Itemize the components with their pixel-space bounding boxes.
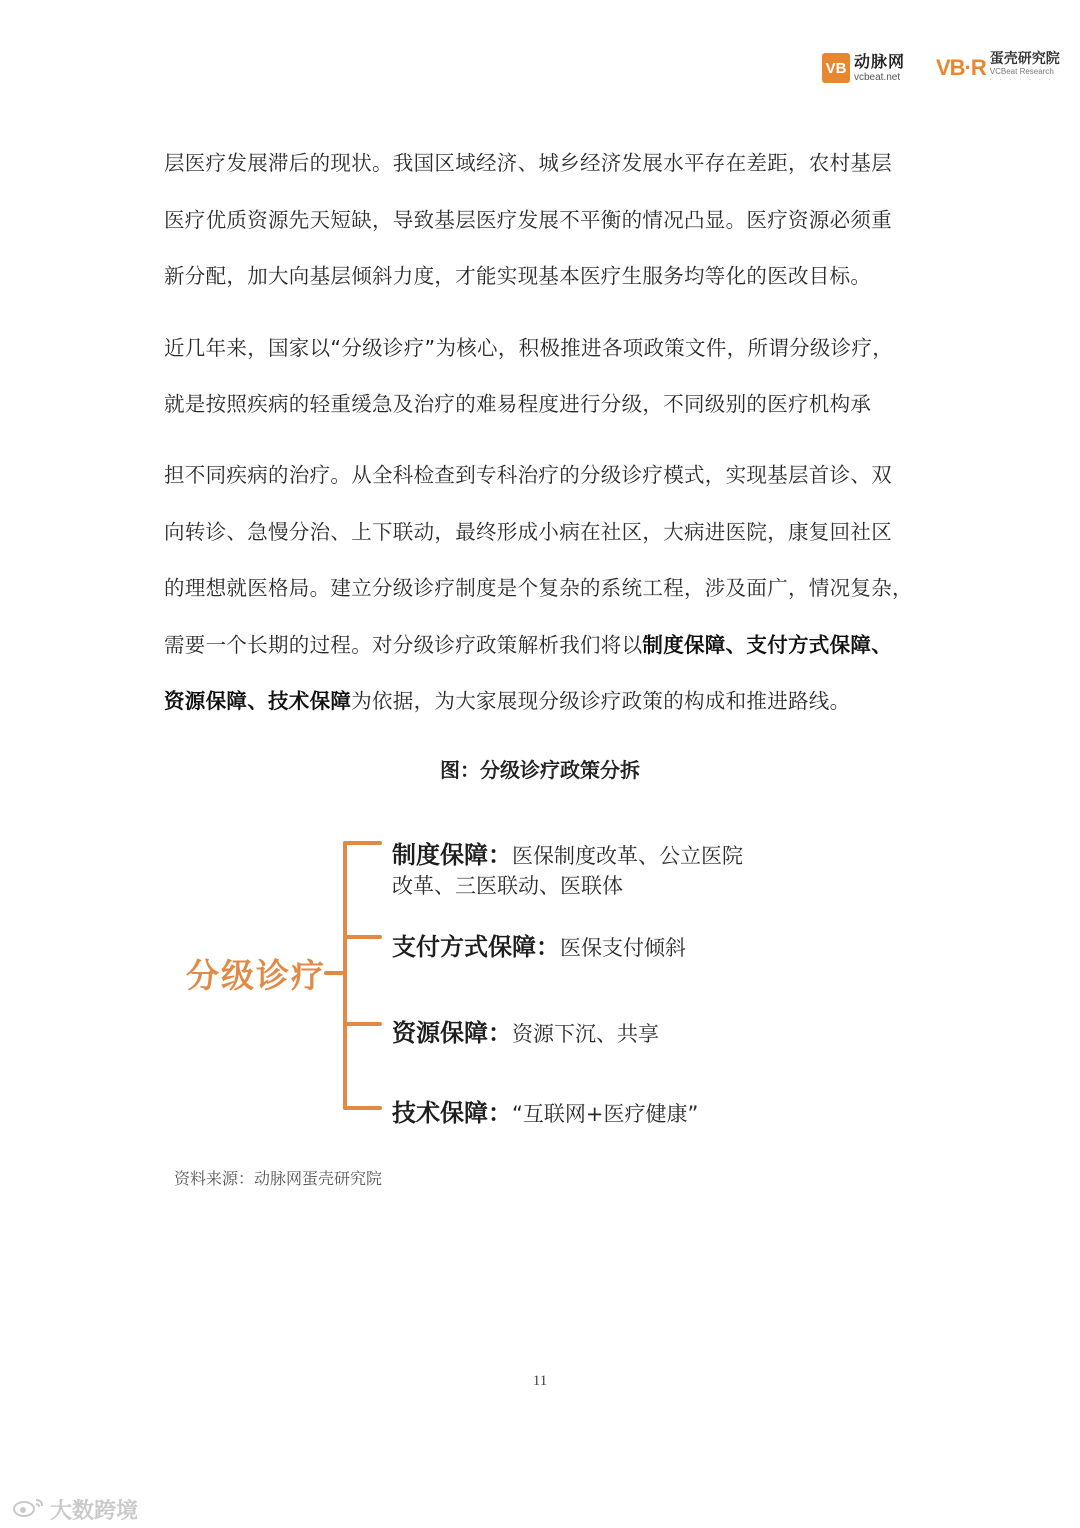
branch-heading: 制度保障：: [392, 841, 512, 869]
vbr-logo-dots: · · · · · · ·: [989, 77, 1054, 84]
vb-logo-name: 动脉网: [854, 51, 906, 71]
vbr-logo-sub: VCBeat Research: [989, 67, 1054, 76]
paragraph-line: 向转诊、急慢分治、上下联动，最终形成小病在社区，大病进医院，康复回社区: [164, 520, 892, 544]
paragraph-text: 需要一个长期的过程。对分级诊疗政策解析我们将以: [164, 633, 643, 657]
diagram-root-label: 分级诊疗: [186, 956, 326, 995]
paragraph-line: 近几年来，国家以“分级诊疗”为核心，积极推进各项政策文件，所谓分级诊疗，: [164, 336, 894, 360]
watermark: [12, 1494, 138, 1525]
paragraph-line: 新分配，加大向基层倾斜力度，才能实现基本医疗生服务均等化的医改目标。: [164, 264, 872, 288]
paragraph-bold-text: 资源保障、技术保障: [164, 689, 352, 713]
vbr-logo-name: 蛋壳研究院: [989, 51, 1060, 67]
vbr-logo-mark: VB·R: [936, 55, 986, 80]
vb-logo-url: vcbeat.net: [854, 71, 901, 83]
paragraph-line: 就是按照疾病的轻重缓急及治疗的难易程度进行分级，不同级别的医疗机构承: [164, 392, 872, 416]
paragraph-line: 担不同疾病的治疗。从全科检查到专科治疗的分级诊疗模式，实现基层首诊、双: [164, 463, 892, 487]
branch-technology: [392, 1093, 698, 1128]
paragraph-bold-text: 制度保障、支付方式保障、: [642, 633, 893, 657]
branch-resource: [392, 1013, 659, 1048]
branch-heading: 资源保障：: [392, 1019, 512, 1047]
branch-payment: [392, 927, 686, 962]
branch-text: 改革、三医联动、医联体: [392, 874, 623, 898]
paragraph-text: 为依据，为大家展现分级诊疗政策的构成和推进路线。: [351, 689, 851, 713]
figure-title: 图：分级诊疗政策分拆: [440, 758, 640, 782]
branch-institution: [392, 835, 743, 900]
branch-heading: 技术保障：: [392, 1099, 512, 1127]
branch-text: “互联网+医疗健康”: [512, 1102, 699, 1126]
weibo-icon: [12, 1496, 46, 1523]
branch-text: 医保制度改革、公立医院: [512, 844, 743, 868]
paragraph-line: 层医疗发展滞后的现状。我国区域经济、城乡经济发展水平存在差距，农村基层: [164, 151, 892, 175]
paragraph-line: 医疗优质资源先天短缺，导致基层医疗发展不平衡的情况凸显。医疗资源必须重: [164, 208, 892, 232]
figure-source: 资料来源：动脉网蛋壳研究院: [174, 1169, 383, 1188]
branch-text: 资源下沉、共享: [512, 1022, 659, 1046]
branch-text: 医保支付倾斜: [560, 936, 686, 960]
watermark-text: 大数跨境: [50, 1499, 139, 1524]
vb-logo-mark: VB: [822, 53, 850, 83]
branch-heading: 支付方式保障：: [392, 933, 560, 961]
page-number: 11: [532, 1373, 548, 1389]
paragraph-line: 的理想就医格局。建立分级诊疗制度是个复杂的系统工程，涉及面广，情况复杂，: [164, 576, 913, 600]
